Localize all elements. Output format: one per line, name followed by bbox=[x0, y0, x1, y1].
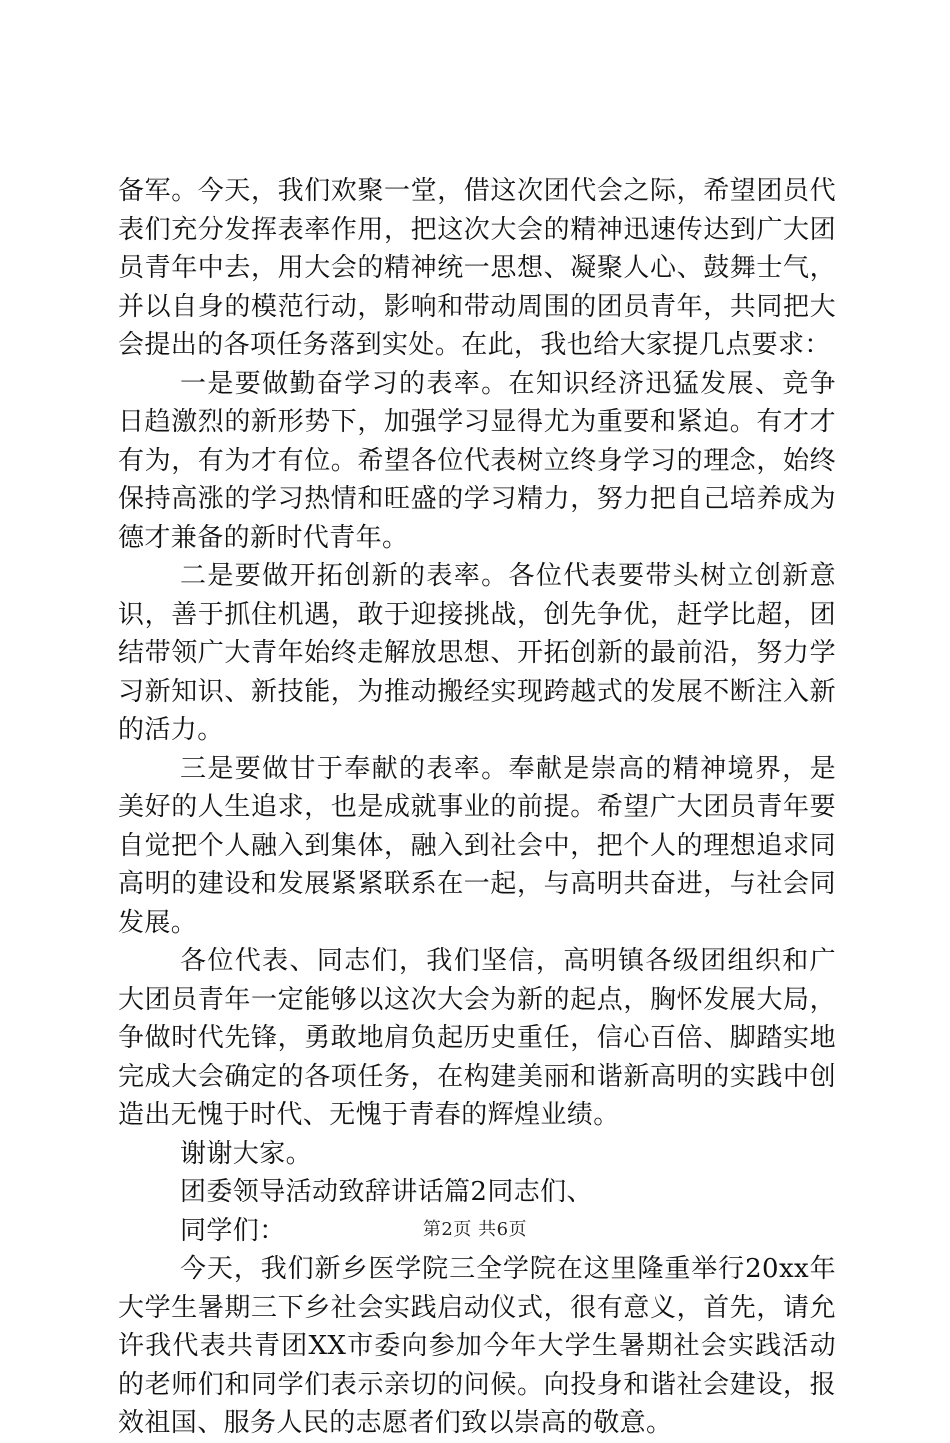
paragraph-requirement-3: 三是要做甘于奉献的表率。奉献是崇高的精神境界，是美好的人生追求，也是成就事业的前提。希望广大团员青年要自觉把个人融入到集体，融入到社会中，把个人的理想追求同高明的建设和发展紧紧联系在一起，与高明共奋进，与社会同发展。 bbox=[118, 753, 836, 938]
paragraph-continuation: 备军。今天，我们欢聚一堂，借这次团代会之际，希望团员代表们充分发挥表率作用，把这次大会的精神迅速传达到广大团员青年中去，用大会的精神统一思想、凝聚人心、鼓舞士气，并以自身的模范行动，影响和带动周围的团员青年，共同把大会提出的各项任务落到实处。在此，我也给大家提几点要求： bbox=[118, 176, 836, 360]
paragraph-speech-2-heading: 团委领导活动致辞讲话篇2同志们、 bbox=[180, 1177, 593, 1207]
paragraph-thanks: 谢谢大家。 bbox=[180, 1138, 313, 1169]
paragraph-requirement-1: 一是要做勤奋学习的表率。在知识经济迅猛发展、竞争日趋激烈的新形势下，加强学习显得尤为重要和紧迫。有才才有为，有为才有位。希望各位代表树立终身学习的理念，始终保持高涨的学习热情和旺盛的学习精力，努力把自己培养成为德才兼备的新时代青年。 bbox=[118, 368, 836, 553]
paragraph-salutation: 同学们： bbox=[180, 1215, 286, 1246]
document-body bbox=[118, 172, 836, 1443]
paragraph-closing: 各位代表、同志们，我们坚信，高明镇各级团组织和广大团员青年一定能够以这次大会为新的起点，胸怀发展大局，争做时代先锋，勇敢地肩负起历史重任，信心百倍、脚踏实地完成大会确定的各项任务，在构建美丽和谐新高明的实践中创造出无愧于时代、无愧于青春的辉煌业绩。 bbox=[118, 946, 836, 1130]
paragraph-speech-2-body: 今天，我们新乡医学院三全学院在这里隆重举行20xx年大学生暑期三下乡社会实践启动仪式，很有意义，首先，请允许我代表共青团XX市委向参加今年大学生暑期社会实践活动的老师们和同学们表示亲切的问候。向投身和谐社会建设，报效祖国、服务人民的志愿者们致以崇高的敬意。 bbox=[118, 1254, 836, 1438]
paragraph-requirement-2: 二是要做开拓创新的表率。各位代表要带头树立创新意识，善于抓住机遇，敢于迎接挑战，创先争优，赶学比超，团结带领广大青年始终走解放思想、开拓创新的最前沿，努力学习新知识、新技能，为推动搬经实现跨越式的发展不断注入新的活力。 bbox=[118, 561, 836, 745]
page-footer: 第2页 共6页 bbox=[422, 1219, 528, 1240]
